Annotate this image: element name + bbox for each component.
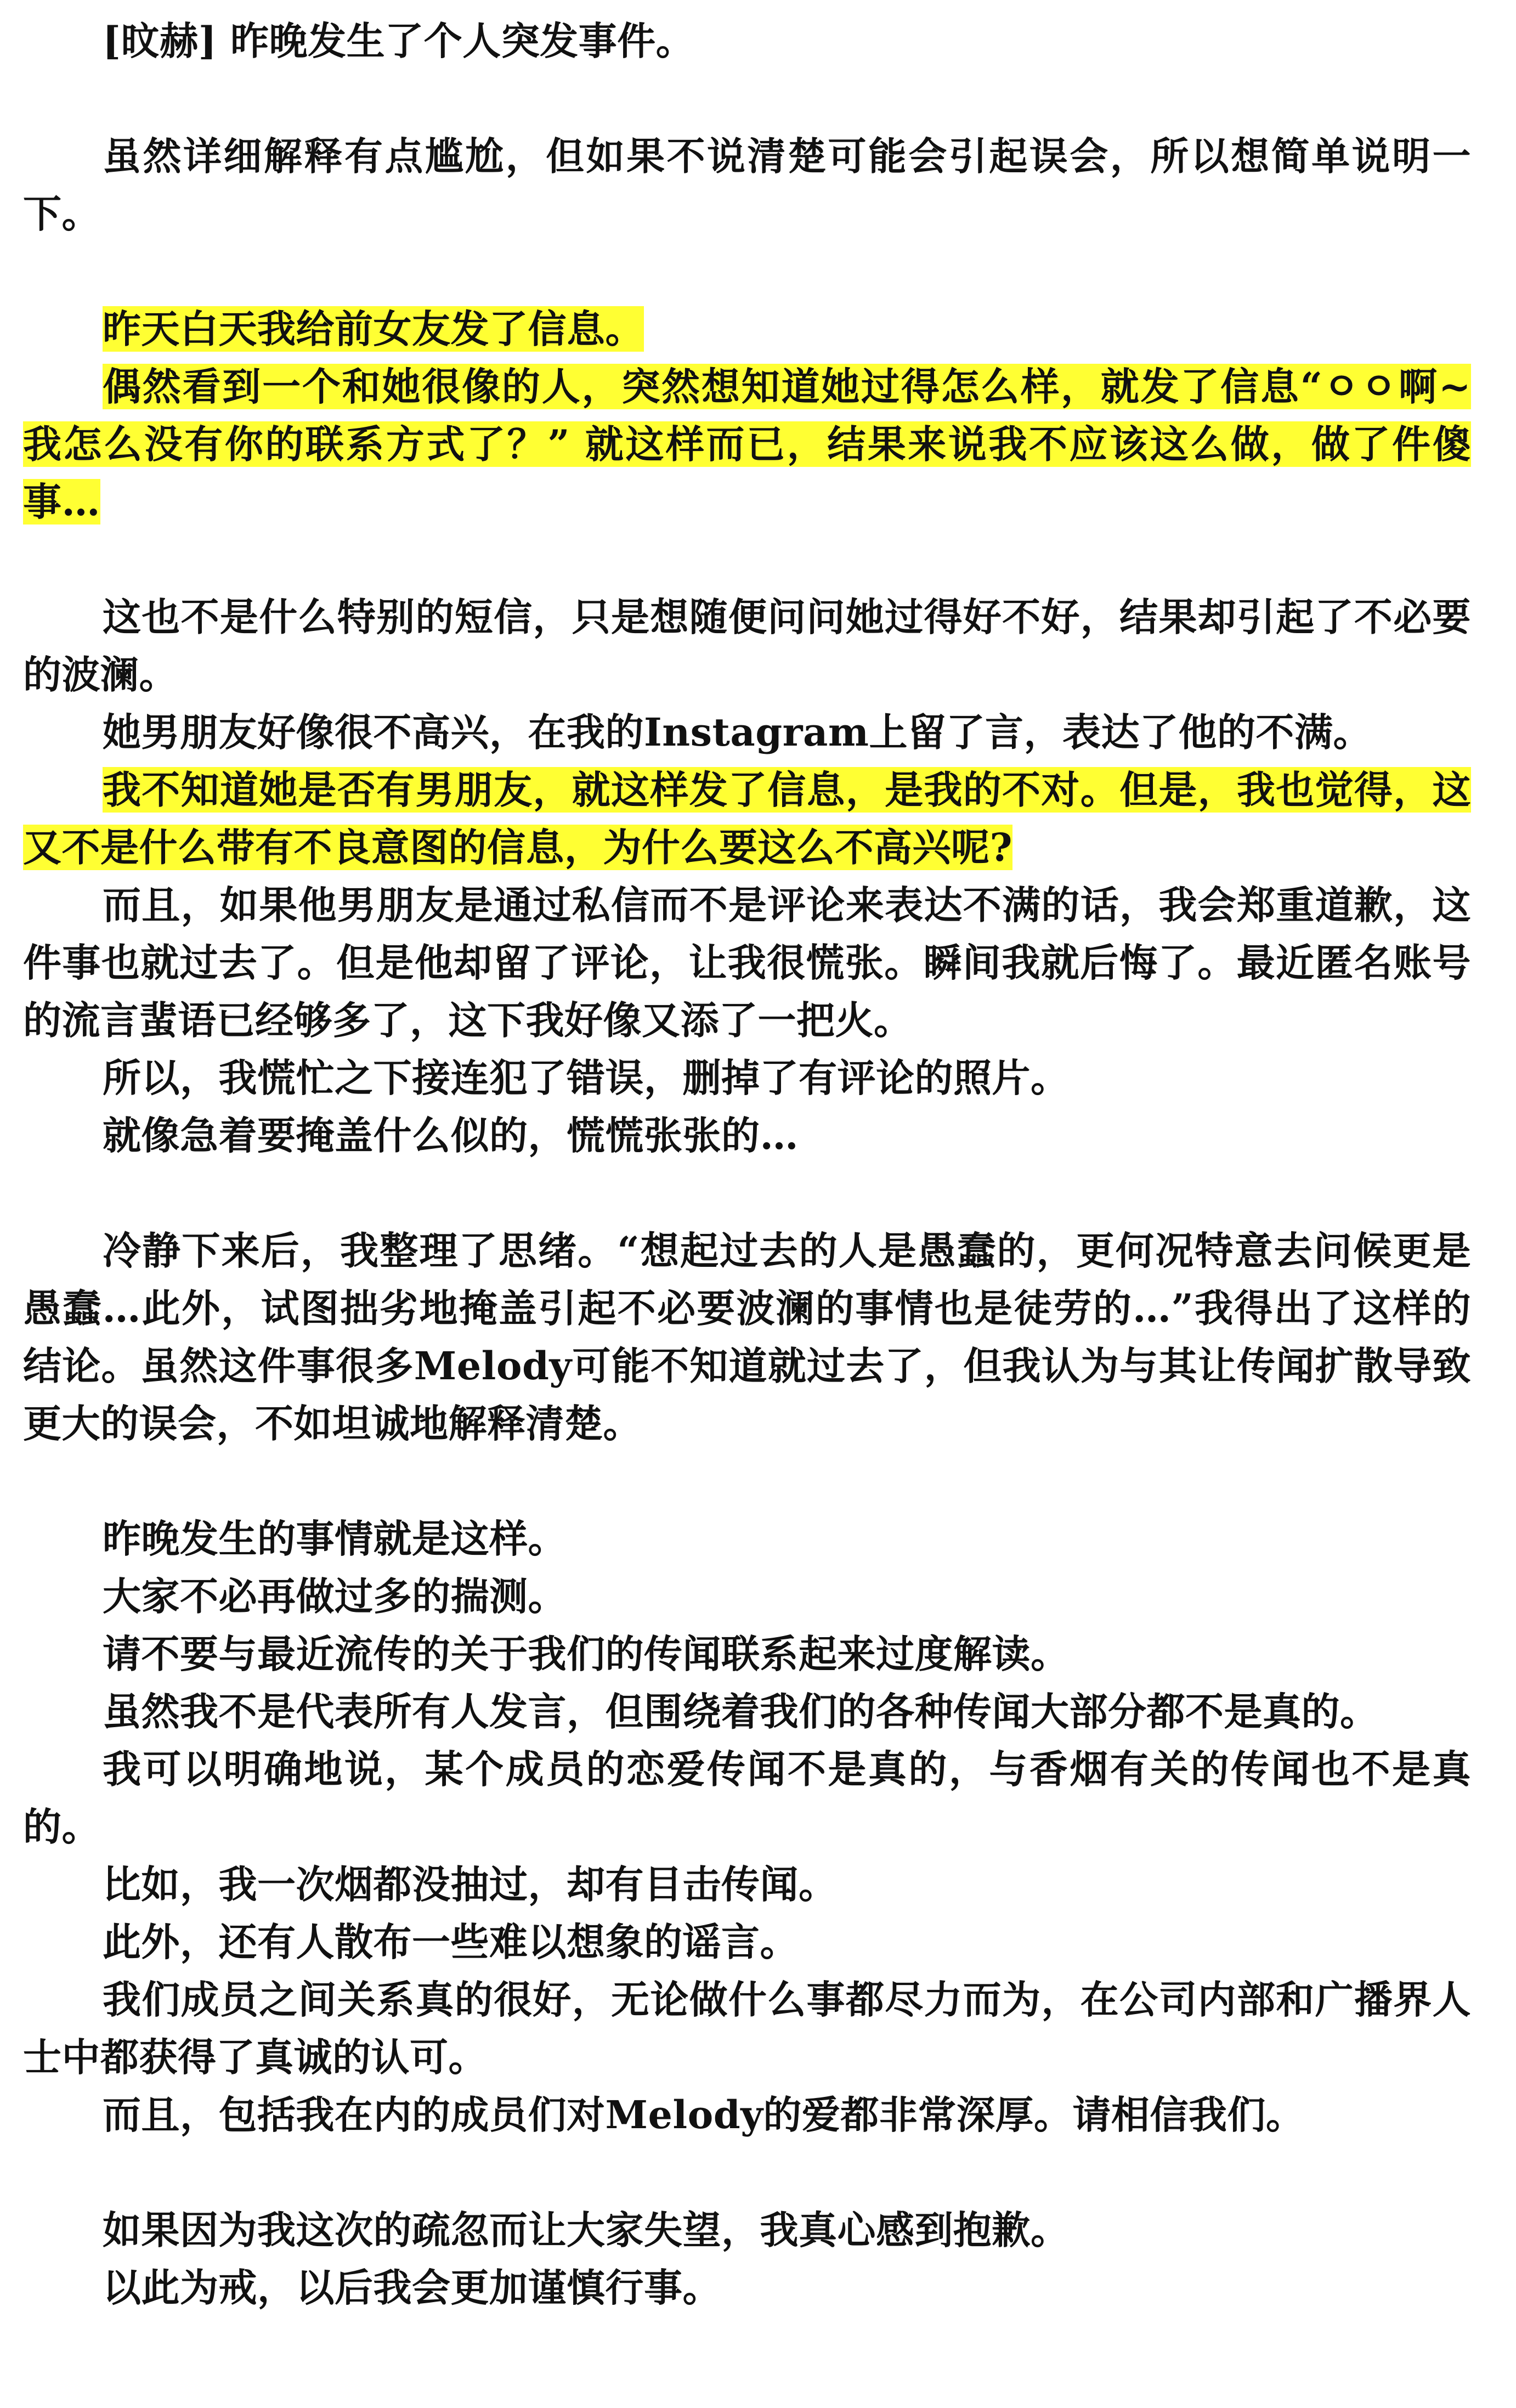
paragraph-text: [旼赫] 昨晚发生了个人突发事件。 bbox=[103, 18, 695, 64]
paragraph bbox=[23, 1049, 1471, 1107]
paragraph-text: 比如，我一次烟都没抽过，却有目击传闻。 bbox=[103, 1862, 838, 1907]
paragraph bbox=[23, 2201, 1471, 2259]
paragraph bbox=[23, 1625, 1471, 1683]
paragraph-text: 我不知道她是否有男朋友，就这样发了信息，是我的不对。但是，我也觉得，这又不是什么带有不良意图的信息，为什么要这么不高兴呢? bbox=[23, 767, 1471, 870]
paragraph-text: 她男朋友好像很不高兴，在我的Instagram上留了言，表达了他的不满。 bbox=[103, 709, 1372, 755]
paragraph-text: 偶然看到一个和她很像的人，突然想知道她过得怎么样，就发了信息“ㅇㅇ啊~ 我怎么没有你的联系方式了？” 就这样而已，结果来说我不应该这么做，做了件傻事… bbox=[23, 364, 1471, 525]
paragraph-spacer bbox=[23, 531, 1471, 588]
paragraph-text: 就像急着要掩盖什么似的，慌慌张张的… bbox=[103, 1113, 799, 1158]
paragraph bbox=[23, 1510, 1471, 1567]
paragraph-text: 而且，包括我在内的成员们对Melody的爱都非常深厚。请相信我们。 bbox=[103, 2092, 1305, 2138]
paragraph bbox=[23, 1683, 1471, 1740]
paragraph bbox=[23, 1567, 1471, 1625]
paragraph bbox=[23, 876, 1471, 1049]
paragraph-text: 虽然我不是代表所有人发言，但围绕着我们的各种传闻大部分都不是真的。 bbox=[103, 1689, 1379, 1734]
paragraph bbox=[23, 1740, 1471, 1856]
paragraph-spacer bbox=[23, 70, 1471, 127]
paragraph-text: 昨晚发生的事情就是这样。 bbox=[103, 1516, 567, 1561]
paragraph-text: 而且，如果他男朋友是通过私信而不是评论来表达不满的话，我会郑重道歉，这件事也就过去了。但是他却留了评论，让我很慌张。瞬间我就后悔了。最近匿名账号的流言蜚语已经够多了，这下我好像又添了一把火。 bbox=[23, 882, 1471, 1043]
paragraph bbox=[23, 1913, 1471, 1971]
paragraph-text: 如果因为我这次的疏忽而让大家失望，我真心感到抱歉。 bbox=[103, 2207, 1070, 2253]
statement-title bbox=[23, 12, 1471, 70]
paragraph-spacer bbox=[23, 243, 1471, 300]
paragraph-text: 所以，我慌忙之下接连犯了错误，删掉了有评论的照片。 bbox=[103, 1055, 1070, 1101]
highlighted-paragraph bbox=[23, 761, 1471, 876]
paragraph-text: 我们成员之间关系真的很好，无论做什么事都尽力而为，在公司内部和广播界人士中都获得了真诚的认可。 bbox=[23, 1977, 1471, 2080]
paragraph bbox=[23, 1222, 1471, 1452]
highlighted-paragraph bbox=[23, 358, 1471, 531]
paragraph-text: 冷静下来后，我整理了思绪。“想起过去的人是愚蠢的，更何况特意去问候更是愚蠢…此外，试图拙劣地掩盖引起不必要波澜的事情也是徒劳的…”我得出了这样的结论。虽然这件事很多Melody可能不知道就过去了，但我认为与其让传闻扩散导致更大的误会，不如坦诚地解释清楚。 bbox=[23, 1228, 1471, 1446]
highlighted-paragraph bbox=[23, 300, 1471, 358]
paragraph-text: 昨天白天我给前女友发了信息。 bbox=[103, 306, 644, 352]
paragraph bbox=[23, 1971, 1471, 2086]
paragraph-text: 此外，还有人散布一些难以想象的谣言。 bbox=[103, 1919, 799, 1965]
paragraph-spacer bbox=[23, 2144, 1471, 2201]
paragraph bbox=[23, 2259, 1471, 2316]
paragraph bbox=[23, 1107, 1471, 1164]
paragraph-text: 请不要与最近流传的关于我们的传闻联系起来过度解读。 bbox=[103, 1631, 1070, 1677]
paragraph bbox=[23, 703, 1471, 761]
paragraph-spacer bbox=[23, 1164, 1471, 1222]
paragraph bbox=[23, 588, 1471, 703]
paragraph-text: 以此为戒，以后我会更加谨慎行事。 bbox=[103, 2265, 721, 2310]
paragraph bbox=[23, 2086, 1471, 2144]
paragraph bbox=[23, 127, 1471, 243]
paragraph-text: 这也不是什么特别的短信，只是想随便问问她过得好不好，结果却引起了不必要的波澜。 bbox=[23, 594, 1471, 697]
paragraph-text: 大家不必再做过多的揣测。 bbox=[103, 1574, 567, 1619]
statement-document bbox=[23, 12, 1471, 2316]
paragraph-text: 我可以明确地说，某个成员的恋爱传闻不是真的，与香烟有关的传闻也不是真的。 bbox=[23, 1746, 1471, 1849]
paragraph-text: 虽然详细解释有点尴尬，但如果不说清楚可能会引起误会，所以想简单说明一下。 bbox=[23, 133, 1471, 236]
paragraph bbox=[23, 1856, 1471, 1913]
paragraph-spacer bbox=[23, 1452, 1471, 1510]
